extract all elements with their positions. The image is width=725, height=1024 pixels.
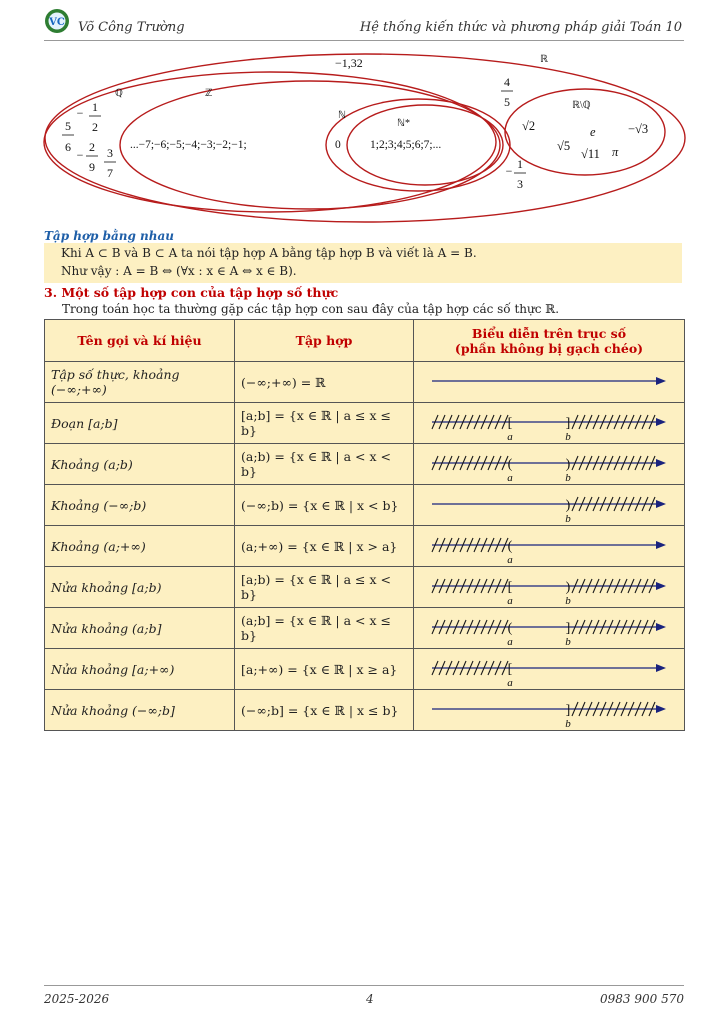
r-frac-den: 5 (504, 95, 510, 109)
left-bracket: [ (507, 416, 513, 431)
equal-sets-box (44, 243, 682, 283)
r-frac2-den: 3 (517, 177, 523, 191)
label-RminusQ: ℝ\ℚ (572, 100, 591, 111)
endpoint-label: b (565, 513, 571, 525)
irr-neg-sqrt3: −√3 (628, 122, 649, 136)
row-set: (a;b] = {x ∈ ℝ | a < x ≤ b} (235, 608, 414, 649)
book-title: Hệ thống kiến thức và phương pháp giải Toán 10 (359, 20, 682, 35)
label-Z: ℤ (205, 88, 213, 99)
axis-arrow (656, 623, 666, 631)
row-numberline-cell (414, 608, 685, 649)
page-number: 4 (366, 992, 374, 1006)
table-header-row (45, 320, 685, 362)
axis-arrow (656, 541, 666, 549)
endpoint-label: a (507, 554, 513, 566)
row-set: (a;+∞) = {x ∈ ℝ | x > a} (235, 526, 414, 567)
row-numberline-cell (414, 362, 685, 403)
label-Nstar: ℕ* (397, 118, 411, 129)
header-set: Tập hợp (235, 320, 414, 362)
row-numberline-cell (414, 403, 685, 444)
right-bracket: ] (565, 621, 571, 636)
footer-phone: 0983 900 570 (600, 992, 684, 1006)
equal-sets-line1: Khi A ⊂ B và B ⊂ A ta nói tập hợp A bằng tập hợp B và viết là A = B. (61, 246, 477, 260)
number-line (414, 690, 684, 730)
right-bracket: ) (565, 498, 571, 513)
axis-arrow (656, 664, 666, 672)
row-name: Nửa khoảng [a;b) (45, 567, 235, 608)
right-bracket: ) (565, 580, 571, 595)
r-frac2-num: 1 (517, 157, 523, 171)
row-set: (−∞;b) = {x ∈ ℝ | x < b} (235, 485, 414, 526)
label-Q: ℚ (115, 88, 123, 99)
number-line (414, 444, 684, 484)
endpoint-label: a (507, 636, 513, 648)
row-name: Khoảng (−∞;b) (45, 485, 235, 526)
row-name: Nửa khoảng [a;+∞) (45, 649, 235, 690)
author-logo-icon (44, 8, 70, 34)
left-bracket: ( (507, 539, 513, 554)
axis-arrow (656, 582, 666, 590)
endpoint-label: b (565, 595, 571, 607)
number-line (414, 485, 684, 525)
set-R-ellipse (45, 54, 685, 222)
axis-arrow (656, 705, 666, 713)
q-frac4-num: 3 (107, 146, 113, 160)
row-set: (−∞;+∞) = ℝ (235, 362, 414, 403)
row-numberline-cell (414, 567, 685, 608)
row-set: [a;+∞) = {x ∈ ℝ | x ≥ a} (235, 649, 414, 690)
n-zero: 0 (335, 139, 341, 151)
value-neg-1-32: −1,32 (335, 56, 363, 70)
left-bracket: [ (507, 662, 513, 677)
irr-sqrt5: √5 (557, 139, 571, 153)
row-set: (a;b) = {x ∈ ℝ | a < x < b} (235, 444, 414, 485)
table-row (45, 444, 685, 485)
right-bracket: ] (565, 416, 571, 431)
page-header (44, 8, 684, 41)
left-bracket: [ (507, 580, 513, 595)
subsets-table (44, 319, 685, 731)
irr-e: e (590, 125, 596, 139)
table-row (45, 608, 685, 649)
irr-sqrt11: √11 (581, 147, 600, 161)
section3-intro: Trong toán học ta thường gặp các tập hợp con sau đây của tập hợp các số thực ℝ. (62, 302, 560, 316)
table-row (45, 649, 685, 690)
header-name: Tên gọi và kí hiệu (45, 320, 235, 362)
right-bracket: ) (565, 457, 571, 472)
header-numberline (414, 320, 685, 362)
row-name: Đoạn [a;b] (45, 403, 235, 444)
z-elements: ...−7;−6;−5;−4;−3;−2;−1; (130, 139, 247, 151)
equal-sets-line2: Như vậy : A = B ⇔ (∀x : x ∈ A ⇔ x ∈ B). (61, 264, 297, 278)
q-frac3-den: 9 (89, 160, 95, 174)
endpoint-label: b (565, 472, 571, 484)
nstar-elements: 1;2;3;4;5;6;7;... (370, 139, 442, 151)
row-numberline-cell (414, 444, 685, 485)
axis-arrow (656, 500, 666, 508)
row-name: Nửa khoảng (a;b] (45, 608, 235, 649)
section3-title: 3. Một số tập hợp con của tập hợp số thực (44, 285, 339, 300)
r-frac-num: 4 (504, 75, 510, 89)
header-numberline-note: (phần không bị gạch chéo) (454, 340, 644, 356)
endpoint-label: b (565, 431, 571, 443)
row-set: [a;b) = {x ∈ ℝ | a ≤ x < b} (235, 567, 414, 608)
axis-arrow (656, 377, 666, 385)
q-frac3-num: 2 (89, 140, 95, 154)
endpoint-label: a (507, 431, 513, 443)
row-numberline-cell (414, 690, 685, 731)
irr-sqrt2: √2 (522, 119, 536, 133)
axis-arrow (656, 418, 666, 426)
row-name: Khoảng (a;b) (45, 444, 235, 485)
footer-year: 2025-2026 (44, 992, 110, 1006)
author-name: Võ Công Trường (78, 20, 185, 35)
q-frac2-den: 2 (92, 120, 98, 134)
row-numberline-cell (414, 526, 685, 567)
left-bracket: ( (507, 621, 513, 636)
row-name: Khoảng (a;+∞) (45, 526, 235, 567)
endpoint-label: a (507, 595, 513, 607)
q-frac4-den: 7 (107, 166, 113, 180)
number-sets-diagram (40, 50, 690, 228)
row-name: Nửa khoảng (−∞;b] (45, 690, 235, 731)
endpoint-label: b (565, 636, 571, 648)
q-frac1-num: 5 (65, 119, 71, 133)
q-frac3-minus: − (76, 148, 84, 162)
endpoint-label: b (565, 718, 571, 730)
table-row (45, 362, 685, 403)
logo-text: VC (49, 17, 65, 28)
table-row (45, 567, 685, 608)
q-frac2-num: 1 (92, 100, 98, 114)
endpoint-label: a (507, 677, 513, 689)
equal-sets-title: Tập hợp bằng nhau (44, 229, 174, 243)
table-row (45, 526, 685, 567)
number-line (414, 526, 684, 566)
r-frac2-minus: − (505, 164, 513, 178)
row-numberline-cell (414, 485, 685, 526)
number-line (414, 403, 684, 443)
row-set: [a;b] = {x ∈ ℝ | a ≤ x ≤ b} (235, 403, 414, 444)
table-row (45, 690, 685, 731)
label-N: ℕ (338, 110, 347, 121)
q-frac2-minus: − (76, 106, 84, 120)
number-line (414, 567, 684, 607)
number-line (414, 362, 684, 402)
row-set: (−∞;b] = {x ∈ ℝ | x ≤ b} (235, 690, 414, 731)
number-line (414, 649, 684, 689)
header-numberline-title: Biểu diễn trên trục số (471, 325, 627, 341)
q-frac1-den: 6 (65, 140, 71, 154)
table-row (45, 403, 685, 444)
row-numberline-cell (414, 649, 685, 690)
table-row (45, 485, 685, 526)
endpoint-label: a (507, 472, 513, 484)
label-R: ℝ (540, 54, 548, 65)
right-bracket: ] (565, 703, 571, 718)
page-footer (44, 985, 684, 1010)
axis-arrow (656, 459, 666, 467)
irr-pi: π (612, 145, 619, 159)
number-line (414, 608, 684, 648)
left-bracket: ( (507, 457, 513, 472)
row-name: Tập số thực, khoảng (−∞;+∞) (45, 362, 235, 403)
